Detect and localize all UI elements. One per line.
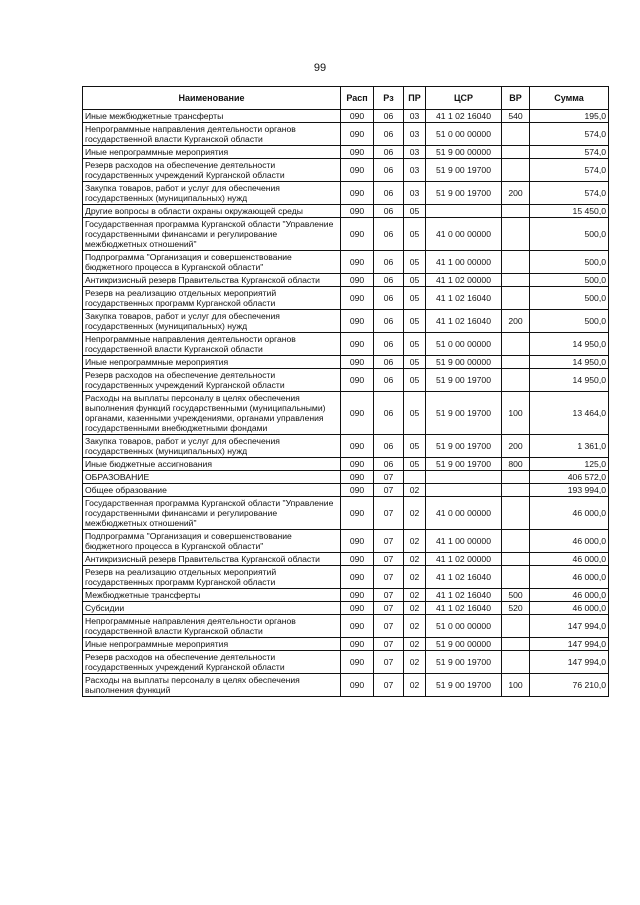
cell-vr <box>502 615 530 638</box>
cell-sum: 147 994,0 <box>530 651 609 674</box>
cell-csr: 51 9 00 00000 <box>426 356 502 369</box>
table-row <box>83 287 609 310</box>
cell-vr <box>502 123 530 146</box>
table-row <box>83 530 609 553</box>
cell-rz: 06 <box>374 159 404 182</box>
cell-rasp: 090 <box>341 615 374 638</box>
cell-pr: 05 <box>404 369 426 392</box>
cell-rz: 06 <box>374 392 404 435</box>
table-row <box>83 553 609 566</box>
cell-name: Иные непрограммные мероприятия <box>83 146 341 159</box>
cell-name: Резерв на реализацию отдельных мероприятий государственных программ Курганской области <box>83 566 341 589</box>
cell-rz: 06 <box>374 218 404 251</box>
cell-vr: 520 <box>502 602 530 615</box>
cell-csr: 41 0 00 00000 <box>426 218 502 251</box>
cell-name: Межбюджетные трансферты <box>83 589 341 602</box>
cell-vr: 100 <box>502 674 530 697</box>
cell-rasp: 090 <box>341 310 374 333</box>
cell-rasp: 090 <box>341 182 374 205</box>
cell-vr <box>502 369 530 392</box>
cell-rz: 07 <box>374 484 404 497</box>
cell-csr: 41 1 02 16040 <box>426 589 502 602</box>
cell-csr: 41 1 02 00000 <box>426 274 502 287</box>
cell-pr: 02 <box>404 615 426 638</box>
table-row <box>83 458 609 471</box>
cell-rz: 06 <box>374 435 404 458</box>
header-rasp: Расп <box>341 87 374 110</box>
cell-sum: 1 361,0 <box>530 435 609 458</box>
cell-name: Непрограммные направления деятельности органов государственной власти Курганской области <box>83 123 341 146</box>
cell-pr: 05 <box>404 356 426 369</box>
cell-pr: 03 <box>404 123 426 146</box>
cell-csr: 51 0 00 00000 <box>426 333 502 356</box>
cell-vr <box>502 471 530 484</box>
cell-pr: 05 <box>404 287 426 310</box>
cell-pr: 05 <box>404 458 426 471</box>
cell-csr: 41 1 02 00000 <box>426 553 502 566</box>
cell-rz: 07 <box>374 553 404 566</box>
cell-pr: 05 <box>404 251 426 274</box>
cell-csr: 41 1 02 16040 <box>426 602 502 615</box>
cell-rz: 06 <box>374 274 404 287</box>
cell-rz: 07 <box>374 471 404 484</box>
cell-rz: 07 <box>374 651 404 674</box>
cell-name: Иные непрограммные мероприятия <box>83 638 341 651</box>
table-row <box>83 392 609 435</box>
cell-vr: 800 <box>502 458 530 471</box>
cell-name: Непрограммные направления деятельности органов государственной власти Курганской области <box>83 333 341 356</box>
cell-rz: 06 <box>374 356 404 369</box>
cell-pr: 05 <box>404 274 426 287</box>
cell-vr <box>502 497 530 530</box>
cell-csr: 41 0 00 00000 <box>426 497 502 530</box>
cell-csr: 41 1 02 16040 <box>426 566 502 589</box>
table-row <box>83 123 609 146</box>
cell-rasp: 090 <box>341 458 374 471</box>
cell-pr: 05 <box>404 310 426 333</box>
cell-vr: 100 <box>502 392 530 435</box>
cell-pr: 05 <box>404 333 426 356</box>
cell-name: Закупка товаров, работ и услуг для обеспечения государственных (муниципальных) нужд <box>83 310 341 333</box>
cell-sum: 574,0 <box>530 159 609 182</box>
cell-vr: 200 <box>502 435 530 458</box>
cell-sum: 406 572,0 <box>530 471 609 484</box>
table-row <box>83 110 609 123</box>
table-row <box>83 435 609 458</box>
cell-csr: 41 1 00 00000 <box>426 251 502 274</box>
table-row <box>83 602 609 615</box>
cell-vr: 200 <box>502 182 530 205</box>
cell-sum: 574,0 <box>530 123 609 146</box>
cell-vr <box>502 484 530 497</box>
cell-rasp: 090 <box>341 651 374 674</box>
cell-rasp: 090 <box>341 356 374 369</box>
cell-vr <box>502 566 530 589</box>
cell-name: Иные межбюджетные трансферты <box>83 110 341 123</box>
cell-pr: 03 <box>404 182 426 205</box>
cell-sum: 500,0 <box>530 251 609 274</box>
cell-sum: 15 450,0 <box>530 205 609 218</box>
cell-pr: 02 <box>404 553 426 566</box>
cell-name: Резерв расходов на обеспечение деятельности государственных учреждений Курганской области <box>83 651 341 674</box>
cell-sum: 125,0 <box>530 458 609 471</box>
cell-name: Подпрограмма "Организация и совершенствование бюджетного процесса в Курганской области" <box>83 251 341 274</box>
cell-sum: 46 000,0 <box>530 589 609 602</box>
cell-pr: 05 <box>404 435 426 458</box>
cell-sum: 574,0 <box>530 182 609 205</box>
cell-vr <box>502 218 530 251</box>
cell-rasp: 090 <box>341 602 374 615</box>
cell-sum: 46 000,0 <box>530 602 609 615</box>
cell-csr: 51 9 00 19700 <box>426 458 502 471</box>
cell-name: Резерв расходов на обеспечение деятельности государственных учреждений Курганской области <box>83 159 341 182</box>
cell-vr <box>502 146 530 159</box>
cell-rasp: 090 <box>341 392 374 435</box>
cell-pr: 05 <box>404 392 426 435</box>
cell-pr: 05 <box>404 218 426 251</box>
cell-vr <box>502 205 530 218</box>
cell-csr: 51 9 00 00000 <box>426 146 502 159</box>
cell-rz: 06 <box>374 458 404 471</box>
cell-sum: 147 994,0 <box>530 615 609 638</box>
cell-csr: 51 9 00 19700 <box>426 182 502 205</box>
cell-rasp: 090 <box>341 553 374 566</box>
header-vr: ВР <box>502 87 530 110</box>
cell-pr: 03 <box>404 146 426 159</box>
cell-vr <box>502 287 530 310</box>
cell-rz: 07 <box>374 674 404 697</box>
cell-vr <box>502 638 530 651</box>
table-header-row <box>83 87 609 110</box>
table-row <box>83 310 609 333</box>
cell-sum: 13 464,0 <box>530 392 609 435</box>
cell-rasp: 090 <box>341 146 374 159</box>
cell-csr: 41 1 02 16040 <box>426 310 502 333</box>
cell-vr <box>502 530 530 553</box>
cell-csr <box>426 471 502 484</box>
cell-vr <box>502 251 530 274</box>
table-row <box>83 146 609 159</box>
cell-csr: 51 9 00 19700 <box>426 159 502 182</box>
cell-csr <box>426 205 502 218</box>
table-row <box>83 497 609 530</box>
cell-pr: 02 <box>404 674 426 697</box>
cell-sum: 46 000,0 <box>530 566 609 589</box>
header-sum: Сумма <box>530 87 609 110</box>
cell-rasp: 090 <box>341 110 374 123</box>
cell-pr: 03 <box>404 110 426 123</box>
cell-vr: 540 <box>502 110 530 123</box>
table-row <box>83 638 609 651</box>
cell-rz: 07 <box>374 566 404 589</box>
cell-rz: 07 <box>374 638 404 651</box>
cell-name: Общее образование <box>83 484 341 497</box>
cell-sum: 46 000,0 <box>530 530 609 553</box>
cell-sum: 500,0 <box>530 310 609 333</box>
cell-csr: 51 9 00 19700 <box>426 435 502 458</box>
cell-name: Антикризисный резерв Правительства Курганской области <box>83 553 341 566</box>
cell-rz: 06 <box>374 251 404 274</box>
cell-pr: 02 <box>404 566 426 589</box>
table-body <box>83 110 609 697</box>
cell-name: Резерв на реализацию отдельных мероприятий государственных программ Курганской области <box>83 287 341 310</box>
cell-name: Иные бюджетные ассигнования <box>83 458 341 471</box>
cell-name: Расходы на выплаты персоналу в целях обеспечения выполнения функций государственными (муниципальными) органами, казенными учреждениями, органами управления государственными внебюджетными фондами <box>83 392 341 435</box>
cell-name: Субсидии <box>83 602 341 615</box>
cell-vr <box>502 651 530 674</box>
cell-sum: 193 994,0 <box>530 484 609 497</box>
cell-rz: 06 <box>374 333 404 356</box>
cell-csr: 41 1 00 00000 <box>426 530 502 553</box>
page-number: 99 <box>313 62 327 74</box>
cell-rz: 06 <box>374 310 404 333</box>
table-row <box>83 566 609 589</box>
cell-rasp: 090 <box>341 484 374 497</box>
cell-rasp: 090 <box>341 638 374 651</box>
table-row <box>83 274 609 287</box>
cell-pr: 02 <box>404 484 426 497</box>
table-row <box>83 218 609 251</box>
table-row <box>83 674 609 697</box>
cell-rasp: 090 <box>341 333 374 356</box>
cell-pr: 03 <box>404 159 426 182</box>
cell-vr <box>502 159 530 182</box>
cell-csr: 51 0 00 00000 <box>426 123 502 146</box>
table-row <box>83 159 609 182</box>
table-row <box>83 333 609 356</box>
cell-sum: 147 994,0 <box>530 638 609 651</box>
cell-name: Государственная программа Курганской области "Управление государственными финансами и регулирование межбюджетных отношений" <box>83 218 341 251</box>
cell-pr: 02 <box>404 651 426 674</box>
cell-rasp: 090 <box>341 497 374 530</box>
cell-sum: 195,0 <box>530 110 609 123</box>
cell-rz: 06 <box>374 110 404 123</box>
cell-csr: 41 1 02 16040 <box>426 287 502 310</box>
cell-name: Закупка товаров, работ и услуг для обеспечения государственных (муниципальных) нужд <box>83 182 341 205</box>
cell-pr <box>404 471 426 484</box>
cell-name: Иные непрограммные мероприятия <box>83 356 341 369</box>
cell-vr <box>502 553 530 566</box>
cell-pr: 05 <box>404 205 426 218</box>
table-row <box>83 484 609 497</box>
cell-rasp: 090 <box>341 674 374 697</box>
cell-rz: 07 <box>374 589 404 602</box>
cell-rz: 07 <box>374 497 404 530</box>
cell-pr: 02 <box>404 602 426 615</box>
cell-sum: 46 000,0 <box>530 497 609 530</box>
cell-csr: 51 9 00 00000 <box>426 638 502 651</box>
table-row <box>83 369 609 392</box>
cell-rz: 06 <box>374 369 404 392</box>
cell-rasp: 090 <box>341 251 374 274</box>
cell-pr: 02 <box>404 497 426 530</box>
cell-vr <box>502 274 530 287</box>
cell-name: Подпрограмма "Организация и совершенствование бюджетного процесса в Курганской области" <box>83 530 341 553</box>
cell-csr: 51 0 00 00000 <box>426 615 502 638</box>
cell-rasp: 090 <box>341 566 374 589</box>
cell-name: Резерв расходов на обеспечение деятельности государственных учреждений Курганской области <box>83 369 341 392</box>
cell-rasp: 090 <box>341 435 374 458</box>
cell-name: Государственная программа Курганской области "Управление государственными финансами и регулирование межбюджетных отношений" <box>83 497 341 530</box>
cell-rasp: 090 <box>341 589 374 602</box>
budget-table <box>82 86 609 697</box>
cell-rasp: 090 <box>341 274 374 287</box>
header-rz: Рз <box>374 87 404 110</box>
cell-pr: 02 <box>404 530 426 553</box>
cell-rz: 07 <box>374 530 404 553</box>
cell-vr <box>502 356 530 369</box>
cell-rz: 06 <box>374 182 404 205</box>
cell-csr <box>426 484 502 497</box>
cell-rz: 06 <box>374 123 404 146</box>
cell-rz: 06 <box>374 287 404 310</box>
cell-rasp: 090 <box>341 471 374 484</box>
cell-rasp: 090 <box>341 159 374 182</box>
table-row <box>83 589 609 602</box>
cell-csr: 51 9 00 19700 <box>426 369 502 392</box>
cell-sum: 14 950,0 <box>530 333 609 356</box>
cell-name: Закупка товаров, работ и услуг для обеспечения государственных (муниципальных) нужд <box>83 435 341 458</box>
cell-vr: 500 <box>502 589 530 602</box>
header-name: Наименование <box>83 87 341 110</box>
cell-rz: 06 <box>374 205 404 218</box>
cell-csr: 51 9 00 19700 <box>426 651 502 674</box>
cell-rasp: 090 <box>341 369 374 392</box>
cell-rasp: 090 <box>341 530 374 553</box>
cell-pr: 02 <box>404 638 426 651</box>
header-pr: ПР <box>404 87 426 110</box>
cell-sum: 500,0 <box>530 287 609 310</box>
cell-rz: 07 <box>374 602 404 615</box>
cell-rz: 06 <box>374 146 404 159</box>
table-row <box>83 182 609 205</box>
cell-rasp: 090 <box>341 287 374 310</box>
table-row <box>83 651 609 674</box>
table-row <box>83 356 609 369</box>
cell-sum: 500,0 <box>530 218 609 251</box>
table-row <box>83 205 609 218</box>
header-csr: ЦСР <box>426 87 502 110</box>
cell-sum: 500,0 <box>530 274 609 287</box>
cell-sum: 14 950,0 <box>530 356 609 369</box>
cell-csr: 41 1 02 16040 <box>426 110 502 123</box>
cell-name: Антикризисный резерв Правительства Курганской области <box>83 274 341 287</box>
cell-name: ОБРАЗОВАНИЕ <box>83 471 341 484</box>
cell-vr <box>502 333 530 356</box>
cell-name: Непрограммные направления деятельности органов государственной власти Курганской области <box>83 615 341 638</box>
cell-name: Другие вопросы в области охраны окружающей среды <box>83 205 341 218</box>
table-row <box>83 615 609 638</box>
cell-csr: 51 9 00 19700 <box>426 392 502 435</box>
table-row <box>83 471 609 484</box>
cell-pr: 02 <box>404 589 426 602</box>
cell-rasp: 090 <box>341 218 374 251</box>
cell-sum: 14 950,0 <box>530 369 609 392</box>
cell-sum: 574,0 <box>530 146 609 159</box>
cell-name: Расходы на выплаты персоналу в целях обеспечения выполнения функций <box>83 674 341 697</box>
cell-rasp: 090 <box>341 123 374 146</box>
cell-vr: 200 <box>502 310 530 333</box>
cell-rasp: 090 <box>341 205 374 218</box>
cell-sum: 76 210,0 <box>530 674 609 697</box>
cell-sum: 46 000,0 <box>530 553 609 566</box>
table-row <box>83 251 609 274</box>
cell-csr: 51 9 00 19700 <box>426 674 502 697</box>
cell-rz: 07 <box>374 615 404 638</box>
